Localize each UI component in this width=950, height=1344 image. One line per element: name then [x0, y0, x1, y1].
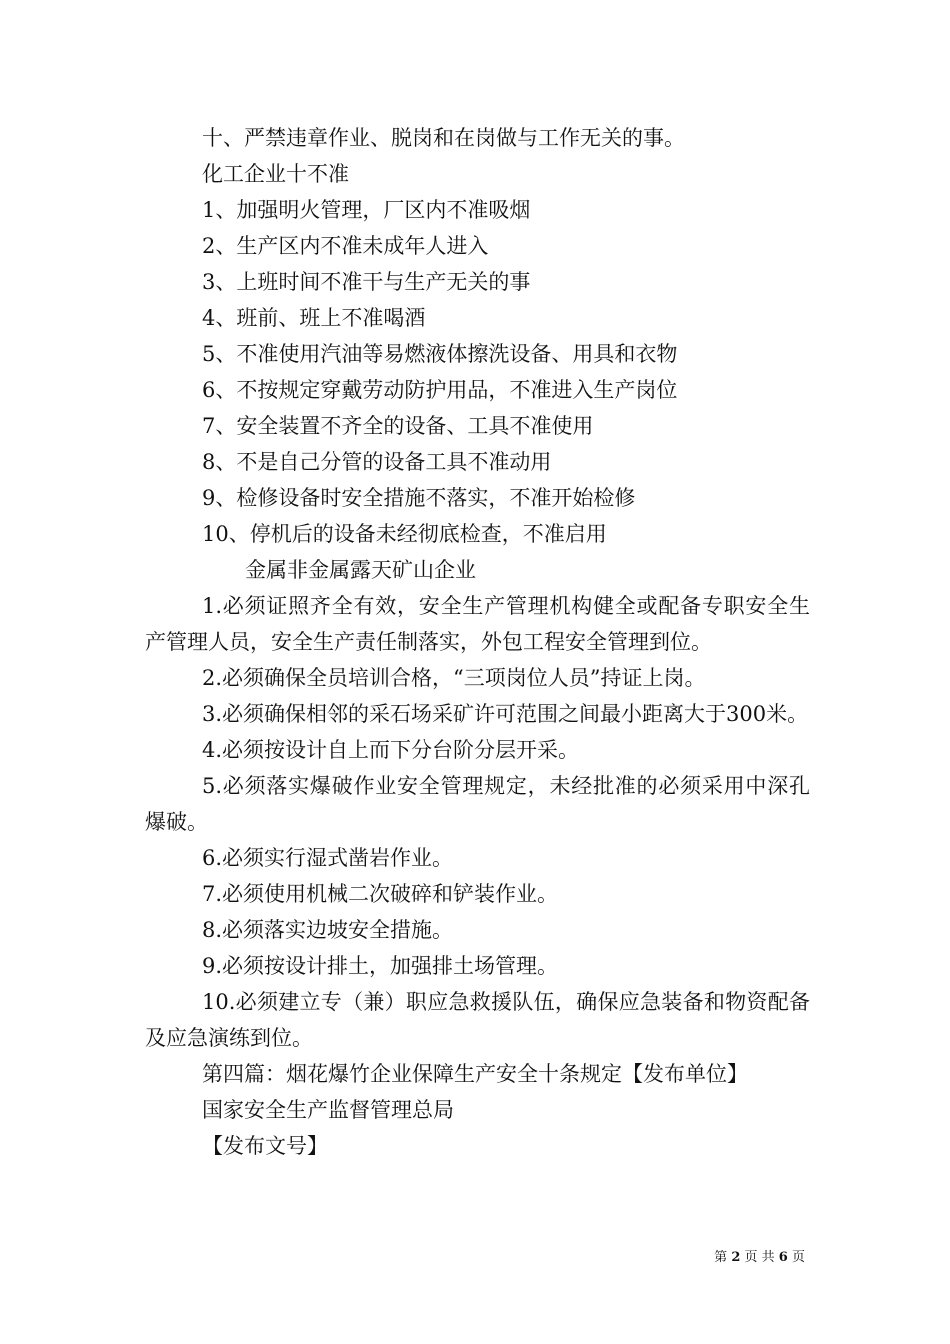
mine-item-7: 7.必须使用机械二次破碎和铲装作业。 [202, 882, 559, 906]
chemical-rule-3: 3、上班时间不准干与生产无关的事 [202, 270, 531, 294]
mine-item-2: 2.必须确保全员培训合格，“三项岗位人员”持证上岗。 [202, 666, 706, 690]
chemical-rule-10: 10、停机后的设备未经彻底检查，不准启用 [202, 522, 607, 546]
part4-title: 第四篇：烟花爆竹企业保障生产安全十条规定【发布单位】 [202, 1062, 748, 1086]
rule-ten-line: 十、严禁违章作业、脱岗和在岗做与工作无关的事。 [202, 126, 685, 150]
doc-number-label: 【发布文号】 [202, 1134, 328, 1158]
section-heading: 金属非金属露天矿山企业 [245, 558, 476, 582]
chemical-rule-8: 8、不是自己分管的设备工具不准动用 [202, 450, 552, 474]
chemical-rule-7: 7、安全装置不齐全的设备、工具不准使用 [202, 414, 594, 438]
footer-suffix: 页 [791, 1250, 805, 1265]
mine-item-6: 6.必须实行湿式凿岩作业。 [202, 846, 454, 870]
chemical-rule-1: 1、加强明火管理，厂区内不准吸烟 [202, 198, 531, 222]
chemical-heading: 化工企业十不准 [202, 162, 349, 186]
page-footer [714, 1246, 805, 1265]
mine-item-8: 8.必须落实边坡安全措施。 [202, 918, 454, 942]
chemical-rule-2: 2、生产区内不准未成年人进入 [202, 234, 489, 258]
mine-item-10: 10.必须建立专（兼）职应急救援队伍，确保应急装备和物资配备及应急演练到位。 [145, 990, 810, 1050]
mine-item-9: 9.必须按设计排土，加强排土场管理。 [202, 954, 559, 978]
issuer: 国家安全生产监督管理总局 [202, 1098, 454, 1122]
mine-item-3: 3.必须确保相邻的采石场采矿许可范围之间最小距离大于300米。 [202, 702, 809, 726]
footer-page-number: 2 [731, 1250, 741, 1265]
footer-total-pages: 6 [778, 1250, 788, 1265]
mine-item-1: 1.必须证照齐全有效，安全生产管理机构健全或配备专职安全生产管理人员，安全生产责任制落实，外包工程安全管理到位。 [145, 594, 810, 654]
footer-prefix: 第 [714, 1250, 728, 1265]
chemical-rule-9: 9、检修设备时安全措施不落实，不准开始检修 [202, 486, 636, 510]
chemical-rule-5: 5、不准使用汽油等易燃液体擦洗设备、用具和衣物 [202, 342, 678, 366]
footer-middle: 页 共 [744, 1250, 775, 1265]
mine-item-5: 5.必须落实爆破作业安全管理规定，未经批准的必须采用中深孔爆破。 [145, 774, 810, 834]
chemical-rule-6: 6、不按规定穿戴劳动防护用品，不准进入生产岗位 [202, 378, 678, 402]
mine-item-4: 4.必须按设计自上而下分台阶分层开采。 [202, 738, 580, 762]
chemical-rule-4: 4、班前、班上不准喝酒 [202, 306, 426, 330]
document-body [145, 120, 810, 1164]
